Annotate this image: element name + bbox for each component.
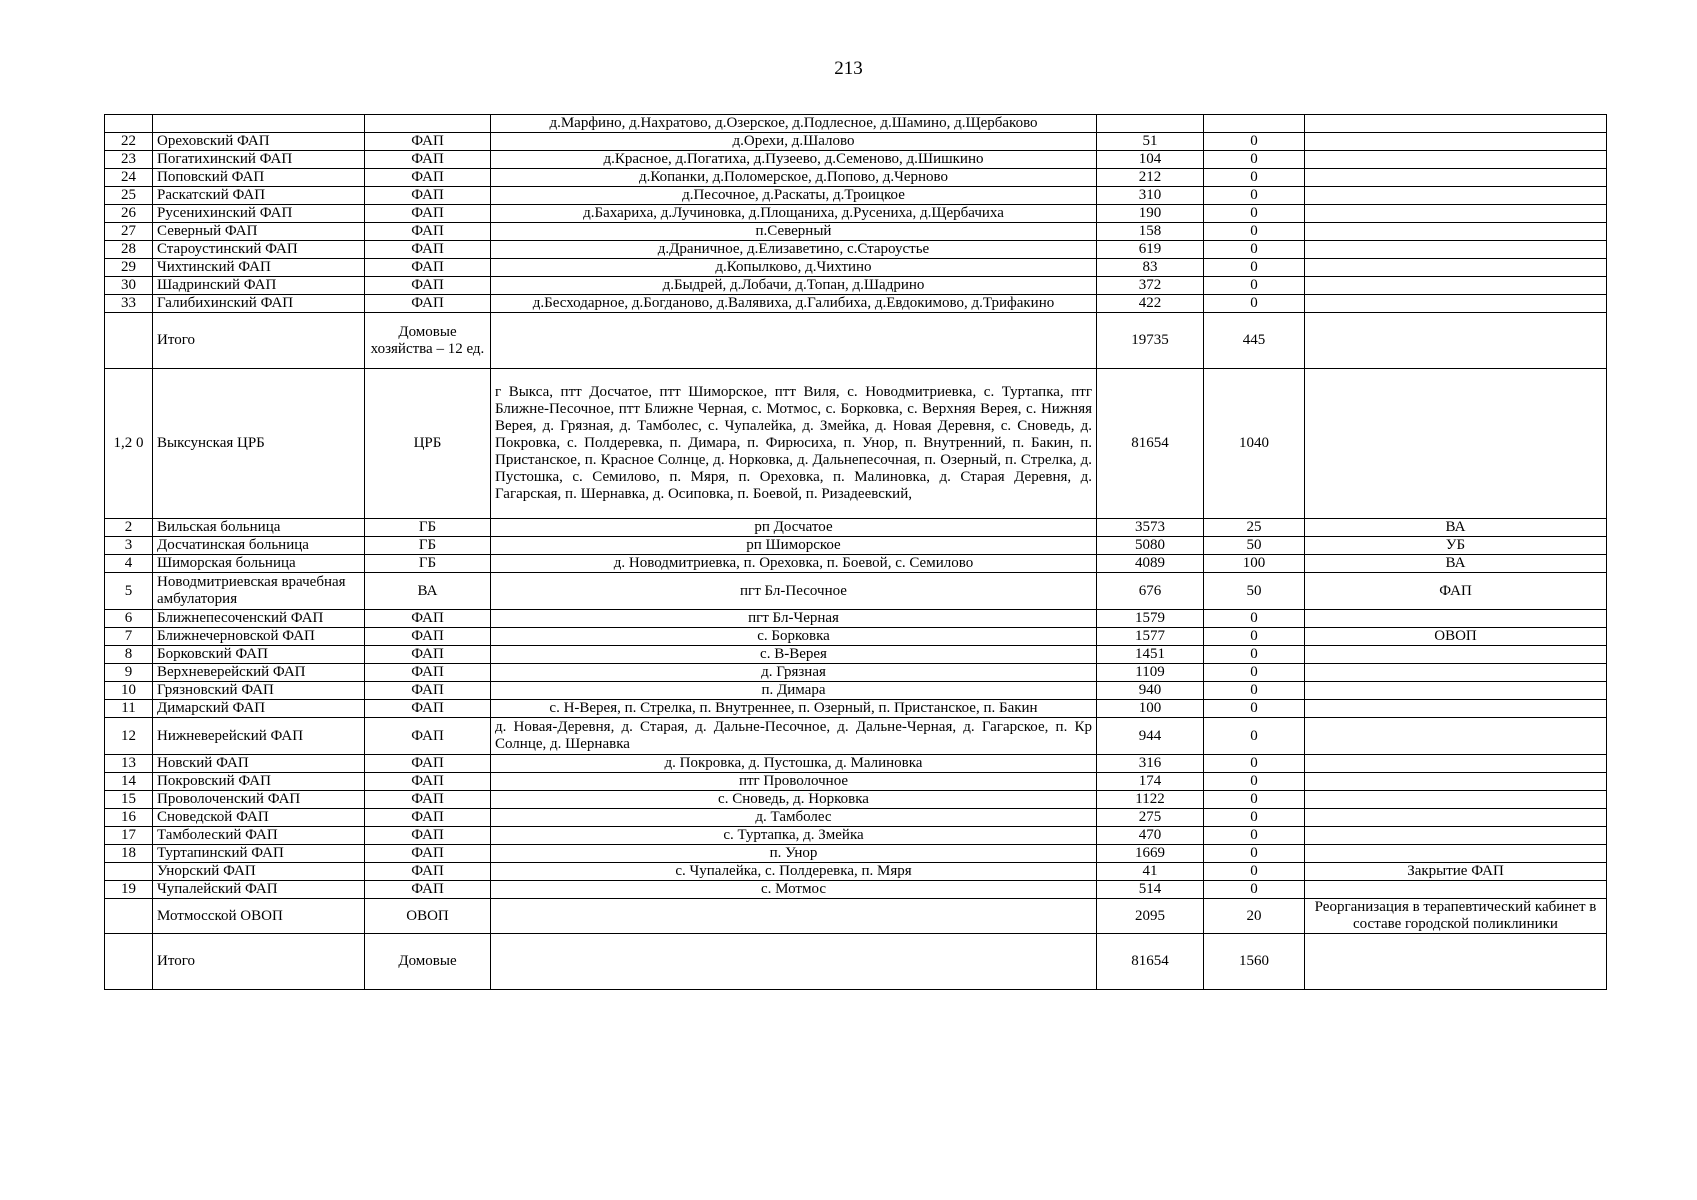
table-row [105, 755, 1607, 773]
population-cell: 174 [1097, 773, 1204, 791]
table-row [105, 115, 1607, 133]
facility-name-cell: Шиморская больница [153, 555, 365, 573]
population-cell: 372 [1097, 277, 1204, 295]
population-cell: 422 [1097, 295, 1204, 313]
facility-name-cell: Туртапинский ФАП [153, 845, 365, 863]
page-number: 213 [834, 58, 863, 79]
note-cell: ВА [1305, 519, 1607, 537]
population-cell: 190 [1097, 205, 1204, 223]
table-row [105, 791, 1607, 809]
facility-name-cell: Староустинский ФАП [153, 241, 365, 259]
service-area-cell: п. Димара [491, 682, 1097, 700]
note-cell [1305, 151, 1607, 169]
population-cell: 5080 [1097, 537, 1204, 555]
service-area-cell: с. Сноведь, д. Норковка [491, 791, 1097, 809]
row-number-cell: 2 [105, 519, 153, 537]
bed-count-cell: 50 [1204, 573, 1305, 610]
table-row [105, 313, 1607, 369]
population-cell: 944 [1097, 718, 1204, 755]
table-row [105, 169, 1607, 187]
bed-count-cell: 1560 [1204, 934, 1305, 990]
population-cell: 1577 [1097, 628, 1204, 646]
table-body [105, 115, 1607, 990]
bed-count-cell: 0 [1204, 664, 1305, 682]
population-cell: 676 [1097, 573, 1204, 610]
table-row [105, 295, 1607, 313]
service-area-cell [491, 313, 1097, 369]
facility-type-cell: ВА [365, 573, 491, 610]
note-cell [1305, 718, 1607, 755]
row-number-cell: 19 [105, 881, 153, 899]
service-area-cell: д. Покровка, д. Пустошка, д. Малиновка [491, 755, 1097, 773]
row-number-cell [105, 313, 153, 369]
note-cell [1305, 755, 1607, 773]
service-area-cell: д.Песочное, д.Раскаты, д.Троицкое [491, 187, 1097, 205]
facility-type-cell: ФАП [365, 628, 491, 646]
facility-type-cell: ФАП [365, 827, 491, 845]
bed-count-cell: 0 [1204, 700, 1305, 718]
service-area-cell: д. Тамболес [491, 809, 1097, 827]
population-cell: 316 [1097, 755, 1204, 773]
service-area-cell: д.Орехи, д.Шалово [491, 133, 1097, 151]
table-row [105, 133, 1607, 151]
note-cell: Реорганизация в терапевтический кабинет в составе городской поликлиники [1305, 899, 1607, 934]
service-area-cell [491, 934, 1097, 990]
bed-count-cell: 20 [1204, 899, 1305, 934]
service-area-cell: пгт Бл-Песочное [491, 573, 1097, 610]
facility-type-cell: ФАП [365, 169, 491, 187]
population-cell [1097, 115, 1204, 133]
note-cell [1305, 610, 1607, 628]
bed-count-cell: 0 [1204, 133, 1305, 151]
facility-name-cell: Борковский ФАП [153, 646, 365, 664]
facility-type-cell: ФАП [365, 610, 491, 628]
service-area-cell: д. Новая-Деревня, д. Старая, д. Дальне-Песочное, д. Дальне-Черная, д. Гагарское, п. Кр Солнце, д. Шернавка [491, 718, 1097, 755]
facility-type-cell: ОВОП [365, 899, 491, 934]
table-row [105, 773, 1607, 791]
row-number-cell: 5 [105, 573, 153, 610]
population-cell: 310 [1097, 187, 1204, 205]
row-number-cell: 9 [105, 664, 153, 682]
note-cell: ВА [1305, 555, 1607, 573]
note-cell [1305, 809, 1607, 827]
population-cell: 212 [1097, 169, 1204, 187]
table-row [105, 259, 1607, 277]
facility-name-cell: Шадринский ФАП [153, 277, 365, 295]
table-row [105, 277, 1607, 295]
facility-type-cell: ФАП [365, 863, 491, 881]
note-cell: Закрытие ФАП [1305, 863, 1607, 881]
facility-type-cell: ФАП [365, 682, 491, 700]
facility-name-cell: Галибихинский ФАП [153, 295, 365, 313]
service-area-cell: д.Копылково, д.Чихтино [491, 259, 1097, 277]
service-area-cell: д. Новодмитриевка, п. Ореховка, п. Боевой, с. Семилово [491, 555, 1097, 573]
facility-type-cell: ЦРБ [365, 369, 491, 519]
note-cell [1305, 881, 1607, 899]
population-cell: 1109 [1097, 664, 1204, 682]
service-area-cell [491, 899, 1097, 934]
population-cell: 1122 [1097, 791, 1204, 809]
table-row [105, 809, 1607, 827]
bed-count-cell: 0 [1204, 610, 1305, 628]
row-number-cell: 16 [105, 809, 153, 827]
row-number-cell: 12 [105, 718, 153, 755]
row-number-cell: 24 [105, 169, 153, 187]
table-row [105, 573, 1607, 610]
service-area-cell: рп Шиморское [491, 537, 1097, 555]
bed-count-cell: 0 [1204, 827, 1305, 845]
note-cell [1305, 934, 1607, 990]
bed-count-cell [1204, 115, 1305, 133]
service-area-cell: с. Борковка [491, 628, 1097, 646]
service-area-cell: д.Марфино, д.Нахратово, д.Озерское, д.Подлесное, д.Шамино, д.Щербаково [491, 115, 1097, 133]
service-area-cell: птг Проволочное [491, 773, 1097, 791]
service-area-cell: д.Красное, д.Погатиха, д.Пузеево, д.Семеново, д.Шишкино [491, 151, 1097, 169]
row-number-cell: 14 [105, 773, 153, 791]
row-number-cell: 17 [105, 827, 153, 845]
note-cell [1305, 845, 1607, 863]
bed-count-cell: 0 [1204, 241, 1305, 259]
facility-name-cell: Проволоченский ФАП [153, 791, 365, 809]
facility-name-cell: Поповский ФАП [153, 169, 365, 187]
table-row [105, 899, 1607, 934]
row-number-cell: 3 [105, 537, 153, 555]
row-number-cell: 27 [105, 223, 153, 241]
bed-count-cell: 0 [1204, 845, 1305, 863]
note-cell [1305, 646, 1607, 664]
facility-type-cell: ФАП [365, 773, 491, 791]
service-area-cell: с. Мотмос [491, 881, 1097, 899]
note-cell: ФАП [1305, 573, 1607, 610]
note-cell [1305, 133, 1607, 151]
table-row [105, 718, 1607, 755]
service-area-cell: д.Копанки, д.Поломерское, д.Попово, д.Черново [491, 169, 1097, 187]
facility-name-cell: Нижневерейский ФАП [153, 718, 365, 755]
population-cell: 4089 [1097, 555, 1204, 573]
population-cell: 100 [1097, 700, 1204, 718]
note-cell [1305, 259, 1607, 277]
service-area-cell: рп Досчатое [491, 519, 1097, 537]
row-number-cell: 18 [105, 845, 153, 863]
facility-type-cell: ФАП [365, 809, 491, 827]
service-area-cell: с. В-Верея [491, 646, 1097, 664]
service-area-cell: г Выкса, птт Досчатое, птт Шиморское, птт Виля, с. Новодмитриевка, с. Туртапка, птг Ближне-Песочное, птт Ближне Черная, с. Мотмос, с. Борковка, с. Верхняя Верея, с. Нижняя Верея, д. Грязная, д. Тамболес, с. Чупалейка, д. Змейка, д. Новая Деревня, с. Сноведь, д. Покровка, с. Полдеревка, п. Димара, п. Фирюсиха, п. Унор, п. Внутренний, п. Бакин, п. Пристанское, п. Красное Солнце, д. Норковка, д. Дальнепесочная, п. Озерный, п. Стрелка, д. Пустошка, с. Семилово, п. Мяря, п. Ореховка, п. Малиновка, д. Старая Деревня, д. Гагарская, п. Шернавка, д. Осиповка, п. Боевой, п. Ризадеевский, [491, 369, 1097, 519]
bed-count-cell: 0 [1204, 718, 1305, 755]
facility-name-cell: Унорский ФАП [153, 863, 365, 881]
note-cell [1305, 241, 1607, 259]
facility-type-cell: ФАП [365, 646, 491, 664]
note-cell [1305, 791, 1607, 809]
row-number-cell: 25 [105, 187, 153, 205]
facility-name-cell: Раскатский ФАП [153, 187, 365, 205]
bed-count-cell: 1040 [1204, 369, 1305, 519]
bed-count-cell: 25 [1204, 519, 1305, 537]
facility-name-cell: Выксунская ЦРБ [153, 369, 365, 519]
note-cell [1305, 313, 1607, 369]
facility-name-cell: Сноведской ФАП [153, 809, 365, 827]
population-cell: 275 [1097, 809, 1204, 827]
note-cell [1305, 115, 1607, 133]
table-row [105, 646, 1607, 664]
table-row [105, 537, 1607, 555]
note-cell [1305, 700, 1607, 718]
table-row [105, 223, 1607, 241]
row-number-cell [105, 863, 153, 881]
facility-name-cell: Чупалейский ФАП [153, 881, 365, 899]
bed-count-cell: 0 [1204, 881, 1305, 899]
note-cell [1305, 205, 1607, 223]
facility-name-cell: Ближнечерновской ФАП [153, 628, 365, 646]
row-number-cell: 33 [105, 295, 153, 313]
row-number-cell: 26 [105, 205, 153, 223]
facility-type-cell: Домовые [365, 934, 491, 990]
bed-count-cell: 445 [1204, 313, 1305, 369]
facility-type-cell: ФАП [365, 133, 491, 151]
bed-count-cell: 50 [1204, 537, 1305, 555]
note-cell [1305, 682, 1607, 700]
bed-count-cell: 0 [1204, 863, 1305, 881]
facility-type-cell: ГБ [365, 519, 491, 537]
facility-type-cell: ФАП [365, 881, 491, 899]
facility-type-cell: ГБ [365, 537, 491, 555]
facility-name-cell: Итого [153, 313, 365, 369]
population-cell: 470 [1097, 827, 1204, 845]
facility-name-cell: Северный ФАП [153, 223, 365, 241]
bed-count-cell: 0 [1204, 755, 1305, 773]
table-row [105, 700, 1607, 718]
service-area-cell: п.Северный [491, 223, 1097, 241]
bed-count-cell: 0 [1204, 646, 1305, 664]
facility-name-cell: Покровский ФАП [153, 773, 365, 791]
population-cell: 19735 [1097, 313, 1204, 369]
bed-count-cell: 0 [1204, 277, 1305, 295]
note-cell: ОВОП [1305, 628, 1607, 646]
facility-name-cell: Новский ФАП [153, 755, 365, 773]
service-area-cell: с. Чупалейка, с. Полдеревка, п. Мяря [491, 863, 1097, 881]
note-cell [1305, 223, 1607, 241]
facility-type-cell: ФАП [365, 791, 491, 809]
note-cell [1305, 277, 1607, 295]
facility-name-cell: Ореховский ФАП [153, 133, 365, 151]
service-area-cell: с. Н-Верея, п. Стрелка, п. Внутреннее, п. Озерный, п. Пристанское, п. Бакин [491, 700, 1097, 718]
facility-name-cell [153, 115, 365, 133]
note-cell [1305, 664, 1607, 682]
bed-count-cell: 0 [1204, 169, 1305, 187]
note-cell [1305, 169, 1607, 187]
population-cell: 940 [1097, 682, 1204, 700]
note-cell: УБ [1305, 537, 1607, 555]
row-number-cell: 6 [105, 610, 153, 628]
row-number-cell: 28 [105, 241, 153, 259]
row-number-cell: 1,2 0 [105, 369, 153, 519]
service-area-cell: пгт Бл-Черная [491, 610, 1097, 628]
population-cell: 3573 [1097, 519, 1204, 537]
facility-type-cell: ФАП [365, 223, 491, 241]
service-area-cell: д.Бахариха, д.Лучиновка, д.Площаниха, д.Русениха, д.Щербачиха [491, 205, 1097, 223]
facility-name-cell: Погатихинский ФАП [153, 151, 365, 169]
table-row [105, 934, 1607, 990]
bed-count-cell: 0 [1204, 151, 1305, 169]
row-number-cell: 10 [105, 682, 153, 700]
table-row [105, 682, 1607, 700]
table-row [105, 241, 1607, 259]
bed-count-cell: 0 [1204, 791, 1305, 809]
population-cell: 1451 [1097, 646, 1204, 664]
row-number-cell [105, 115, 153, 133]
bed-count-cell: 0 [1204, 682, 1305, 700]
row-number-cell: 30 [105, 277, 153, 295]
facility-type-cell: ФАП [365, 295, 491, 313]
service-area-cell: д.Быдрей, д.Лобачи, д.Топан, д.Шадрино [491, 277, 1097, 295]
row-number-cell: 29 [105, 259, 153, 277]
facility-type-cell: ФАП [365, 187, 491, 205]
facility-name-cell: Досчатинская больница [153, 537, 365, 555]
facility-type-cell: ФАП [365, 241, 491, 259]
facility-name-cell: Чихтинский ФАП [153, 259, 365, 277]
row-number-cell [105, 934, 153, 990]
note-cell [1305, 295, 1607, 313]
facility-name-cell: Димарский ФАП [153, 700, 365, 718]
row-number-cell: 23 [105, 151, 153, 169]
table-row [105, 863, 1607, 881]
table-row [105, 610, 1607, 628]
table-row [105, 628, 1607, 646]
row-number-cell: 15 [105, 791, 153, 809]
bed-count-cell: 100 [1204, 555, 1305, 573]
facilities-table [104, 114, 1607, 990]
population-cell: 2095 [1097, 899, 1204, 934]
facility-type-cell: ФАП [365, 259, 491, 277]
row-number-cell: 11 [105, 700, 153, 718]
facility-name-cell: Итого [153, 934, 365, 990]
population-cell: 41 [1097, 863, 1204, 881]
facility-name-cell: Новодмитриевская врачебная амбулатория [153, 573, 365, 610]
facility-type-cell: ФАП [365, 277, 491, 295]
facility-type-cell: ФАП [365, 845, 491, 863]
table-row [105, 881, 1607, 899]
service-area-cell: д.Бесходарное, д.Богданово, д.Валявиха, д.Галибиха, д.Евдокимово, д.Трифакино [491, 295, 1097, 313]
facility-name-cell: Верхневерейский ФАП [153, 664, 365, 682]
note-cell [1305, 827, 1607, 845]
service-area-cell: с. Туртапка, д. Змейка [491, 827, 1097, 845]
row-number-cell [105, 899, 153, 934]
facility-name-cell: Тамболеский ФАП [153, 827, 365, 845]
facility-type-cell: ФАП [365, 664, 491, 682]
facility-type-cell [365, 115, 491, 133]
population-cell: 619 [1097, 241, 1204, 259]
population-cell: 81654 [1097, 369, 1204, 519]
row-number-cell: 13 [105, 755, 153, 773]
population-cell: 81654 [1097, 934, 1204, 990]
table-row [105, 845, 1607, 863]
note-cell [1305, 773, 1607, 791]
table-row [105, 369, 1607, 519]
note-cell [1305, 187, 1607, 205]
population-cell: 514 [1097, 881, 1204, 899]
bed-count-cell: 0 [1204, 628, 1305, 646]
facility-name-cell: Ближнепесоченский ФАП [153, 610, 365, 628]
facility-type-cell: ФАП [365, 700, 491, 718]
population-cell: 83 [1097, 259, 1204, 277]
row-number-cell: 8 [105, 646, 153, 664]
bed-count-cell: 0 [1204, 259, 1305, 277]
bed-count-cell: 0 [1204, 809, 1305, 827]
service-area-cell: д.Драничное, д.Елизаветино, с.Староустье [491, 241, 1097, 259]
bed-count-cell: 0 [1204, 187, 1305, 205]
row-number-cell: 22 [105, 133, 153, 151]
facility-name-cell: Мотмосской ОВОП [153, 899, 365, 934]
facility-name-cell: Вильская больница [153, 519, 365, 537]
population-cell: 1579 [1097, 610, 1204, 628]
bed-count-cell: 0 [1204, 773, 1305, 791]
table-row [105, 664, 1607, 682]
facility-name-cell: Грязновский ФАП [153, 682, 365, 700]
population-cell: 51 [1097, 133, 1204, 151]
facility-type-cell: Домовые хозяйства – 12 ед. [365, 313, 491, 369]
table-row [105, 519, 1607, 537]
facility-type-cell: ФАП [365, 205, 491, 223]
facility-type-cell: ГБ [365, 555, 491, 573]
bed-count-cell: 0 [1204, 295, 1305, 313]
population-cell: 158 [1097, 223, 1204, 241]
service-area-cell: д. Грязная [491, 664, 1097, 682]
row-number-cell: 7 [105, 628, 153, 646]
note-cell [1305, 369, 1607, 519]
table-row [105, 187, 1607, 205]
facility-type-cell: ФАП [365, 151, 491, 169]
row-number-cell: 4 [105, 555, 153, 573]
table-row [105, 151, 1607, 169]
table-row [105, 827, 1607, 845]
table-row [105, 205, 1607, 223]
bed-count-cell: 0 [1204, 205, 1305, 223]
facility-type-cell: ФАП [365, 755, 491, 773]
facility-type-cell: ФАП [365, 718, 491, 755]
facility-name-cell: Русенихинский ФАП [153, 205, 365, 223]
table-row [105, 555, 1607, 573]
bed-count-cell: 0 [1204, 223, 1305, 241]
service-area-cell: п. Унор [491, 845, 1097, 863]
population-cell: 104 [1097, 151, 1204, 169]
population-cell: 1669 [1097, 845, 1204, 863]
